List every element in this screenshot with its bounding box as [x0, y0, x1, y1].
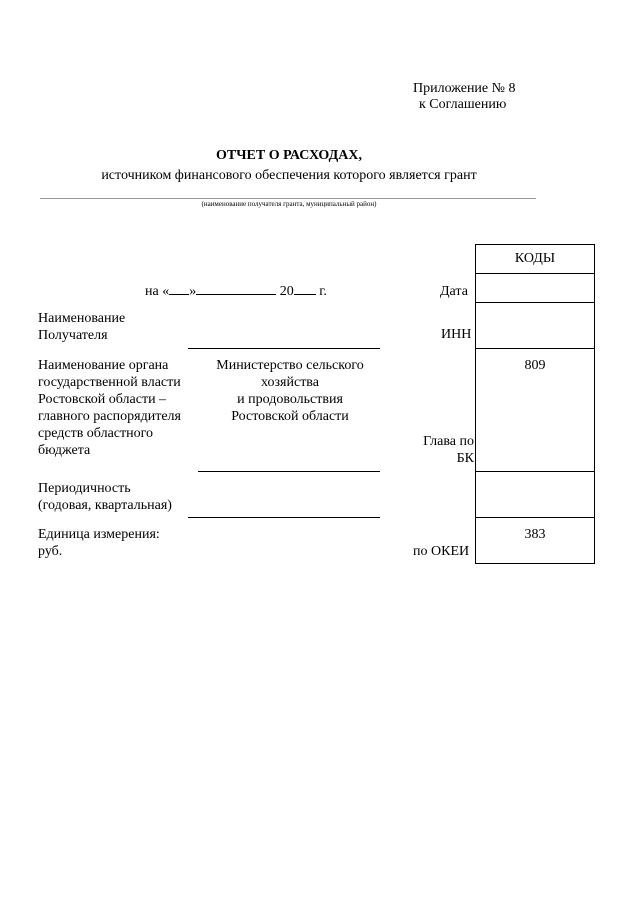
unit-label-2: руб. [38, 544, 63, 559]
period-label-1: Периодичность [38, 481, 131, 496]
period-label-2: (годовая, квартальная) [38, 498, 172, 513]
codes-divider [475, 273, 595, 274]
date-prefix: на « [145, 284, 170, 299]
authority-value-line-rule [198, 471, 380, 472]
okei-code-label: по ОКЕИ [413, 544, 470, 559]
period-value-line[interactable] [188, 517, 380, 518]
recipient-name-hint: (наименование получателя гранта, муниципальный район) [201, 200, 377, 208]
date-mid: » [189, 284, 197, 299]
date-year-blank[interactable] [294, 282, 316, 295]
recipient-name-line [40, 198, 536, 199]
authority-value [195, 357, 385, 425]
codes-header: КОДЫ [514, 251, 556, 266]
glava-code-label-1: Глава по [423, 434, 474, 449]
authority-label [38, 357, 208, 459]
authority-value-line: хозяйства [261, 375, 319, 390]
codes-divider [475, 517, 595, 518]
authority-label-line: государственной власти [38, 375, 181, 390]
date-month-blank[interactable] [196, 282, 276, 295]
codes-divider [475, 471, 595, 472]
glava-code-value: 809 [524, 358, 546, 373]
report-subtitle: источником финансового обеспечения которого является грант [101, 168, 477, 183]
authority-value-line: и продовольствия [237, 392, 343, 407]
appendix-line-1: Приложение № 8 [413, 81, 516, 96]
unit-label-1: Единица измерения: [38, 527, 160, 542]
recipient-label-2: Получателя [38, 328, 108, 343]
authority-label-line: бюджета [38, 443, 91, 458]
date-year-prefix: 20 [279, 284, 294, 299]
date-suffix: г. [319, 284, 327, 299]
report-title: ОТЧЕТ О РАСХОДАХ, [216, 148, 362, 163]
codes-divider [475, 348, 595, 349]
authority-label-line: главного распорядителя [38, 409, 181, 424]
inn-code-label: ИНН [441, 327, 472, 342]
okei-code-value: 383 [524, 527, 546, 542]
authority-value-line: Министерство сельского [216, 358, 364, 373]
authority-label-line: средств областного [38, 426, 154, 441]
codes-divider [475, 302, 595, 303]
recipient-value-line[interactable] [188, 348, 380, 349]
authority-label-line: Ростовской области – [38, 392, 167, 407]
glava-code-label-2: БК [456, 451, 474, 466]
codes-table [475, 244, 595, 564]
appendix-line-2: к Соглашению [419, 97, 507, 112]
authority-label-line: Наименование органа [38, 358, 169, 373]
authority-value-line: Ростовской области [231, 409, 349, 424]
recipient-label-1: Наименование [38, 311, 126, 326]
date-line [145, 282, 345, 300]
date-code-label: Дата [440, 284, 468, 299]
date-day-blank[interactable] [169, 282, 189, 295]
